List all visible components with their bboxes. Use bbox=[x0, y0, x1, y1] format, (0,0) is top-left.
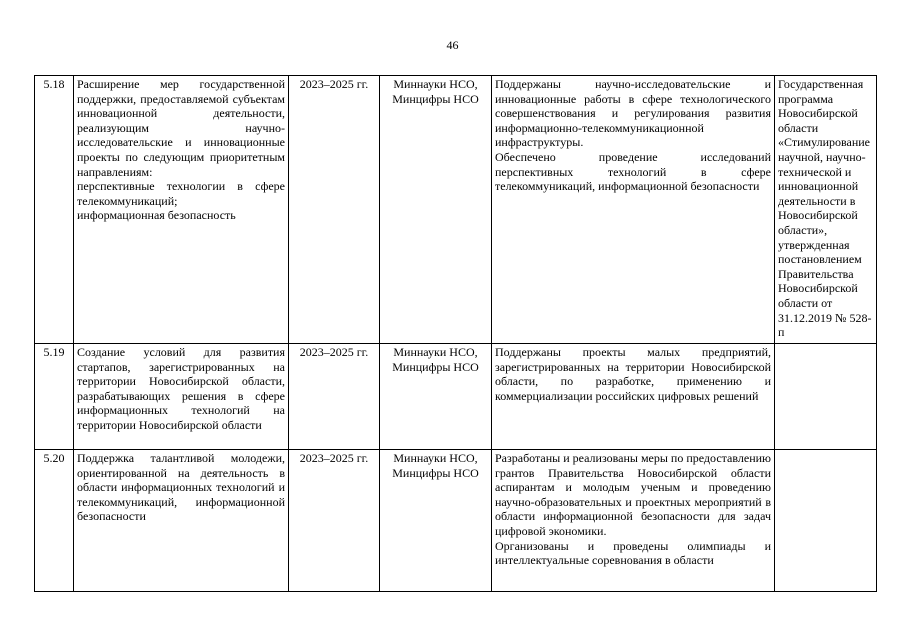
responsible-executors: Миннауки НСО, Минцифры НСО bbox=[380, 344, 492, 450]
paragraph: Поддержка талантливой молодежи, ориентированной на деятельность в области информационных технологий и телекоммуникаций, информационной безопасности bbox=[77, 451, 285, 524]
row-number: 5.20 bbox=[35, 450, 74, 592]
responsible-executors: Миннауки НСО, Минцифры НСО bbox=[380, 450, 492, 592]
page-number: 46 bbox=[446, 38, 459, 52]
measures-table bbox=[34, 75, 877, 592]
measure-description bbox=[74, 450, 289, 592]
table-row bbox=[35, 76, 877, 344]
paragraph: Организованы и проведены олимпиады и интеллектуальные соревнования в области bbox=[495, 538, 771, 568]
expected-result bbox=[492, 450, 775, 592]
expected-result bbox=[492, 76, 775, 344]
source-program: Государственная программа Новосибирской области «Стимулирование научной, научно-технической и инновационной деятельности в Новосибирской области», утвержденная постановлением Правительства Новосибирской области от 31.12.2019 № 528-п bbox=[775, 76, 877, 344]
table-row bbox=[35, 450, 877, 592]
implementation-period: 2023–2025 гг. bbox=[289, 450, 380, 592]
paragraph: Поддержаны проекты малых предприятий, зарегистрированных на территории Новосибирской области, по разработке, применению и коммерциализации российских цифровых решений bbox=[495, 345, 771, 403]
paragraph: Поддержаны научно-исследовательские и инновационные работы в сфере технологического совершенствования и регулирования развития информационно-телекоммуникационной инфраструктуры. bbox=[495, 77, 771, 150]
measure-description bbox=[74, 344, 289, 450]
implementation-period: 2023–2025 гг. bbox=[289, 344, 380, 450]
responsible-executors: Миннауки НСО, Минцифры НСО bbox=[380, 76, 492, 344]
paragraph: Разработаны и реализованы меры по предоставлению грантов Правительства Новосибирской области аспирантам и молодым ученым и проведению научно-образовательных и проектных мероприятий в области информационной безопасности для задач цифровой экономики. bbox=[495, 451, 772, 538]
expected-result bbox=[492, 344, 775, 450]
source-program bbox=[775, 450, 877, 592]
paragraph: информационная безопасность bbox=[77, 208, 236, 223]
source-program bbox=[775, 344, 877, 450]
paragraph: перспективные технологии в сфере телекоммуникаций; bbox=[77, 179, 285, 208]
implementation-period: 2023–2025 гг. bbox=[289, 76, 380, 344]
paragraph: Расширение мер государственной поддержки, предоставляемой субъектам инновационной деятельности, реализующим научно-исследовательские и инновационные проекты по следующим приоритетным направлениям: bbox=[77, 77, 285, 179]
measure-description bbox=[74, 76, 289, 344]
row-number: 5.18 bbox=[35, 76, 74, 344]
paragraph: Обеспечено проведение исследований перспективных технологий в сфере телекоммуникаций, информационной безопасности bbox=[495, 149, 771, 194]
table-row bbox=[35, 344, 877, 450]
row-number: 5.19 bbox=[35, 344, 74, 450]
paragraph: Создание условий для развития стартапов, зарегистрированных на территории Новосибирской области, разрабатывающих решения в сфере информационных технологий на территории Новосибирской области bbox=[77, 345, 285, 432]
